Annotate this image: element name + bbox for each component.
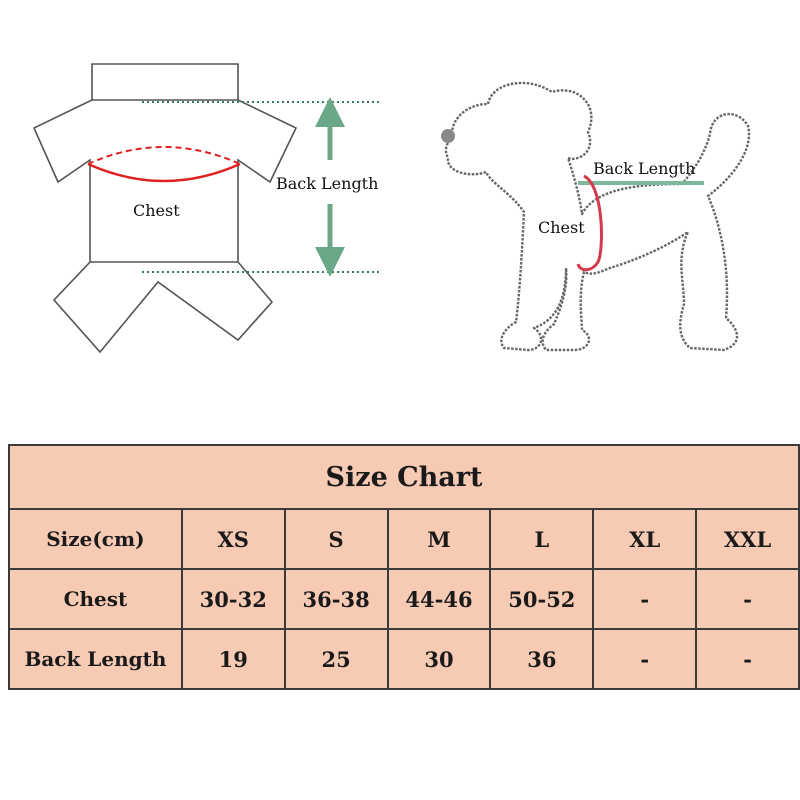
chest-xs: 30-32 (182, 569, 285, 629)
back-length-l: 36 (490, 629, 593, 689)
chest-xxl: - (696, 569, 799, 629)
size-header-xs: XS (182, 509, 285, 569)
size-chart-title-row (9, 445, 799, 509)
chest-row-label: Chest (9, 569, 182, 629)
garment-back-length-label: Back Length (276, 174, 379, 193)
garment-chest-label: Chest (133, 201, 180, 220)
chest-l: 50-52 (490, 569, 593, 629)
dog-illustration (441, 83, 749, 350)
dog-back-length-label: Back Length (593, 159, 696, 178)
size-header-s: S (285, 509, 388, 569)
dog-outline (446, 83, 749, 350)
back-length-xl: - (593, 629, 696, 689)
size-chart-title: Size Chart (9, 445, 799, 509)
garment-illustration (34, 64, 382, 352)
size-header-xl: XL (593, 509, 696, 569)
back-length-m: 30 (388, 629, 491, 689)
size-header-l: L (490, 509, 593, 569)
chest-xl: - (593, 569, 696, 629)
chest-m: 44-46 (388, 569, 491, 629)
size-header-m: M (388, 509, 491, 569)
back-length-xs: 19 (182, 629, 285, 689)
dog-chest-label: Chest (538, 218, 585, 237)
back-length-s: 25 (285, 629, 388, 689)
size-header-xxl: XXL (696, 509, 799, 569)
back-length-row (9, 629, 799, 689)
dog-nose (441, 129, 455, 143)
chest-s: 36-38 (285, 569, 388, 629)
back-length-xxl: - (696, 629, 799, 689)
back-length-row-label: Back Length (9, 629, 182, 689)
size-header-row (9, 509, 799, 569)
size-header-label: Size(cm) (9, 509, 182, 569)
chest-row (9, 569, 799, 629)
size-chart-table (8, 444, 800, 690)
